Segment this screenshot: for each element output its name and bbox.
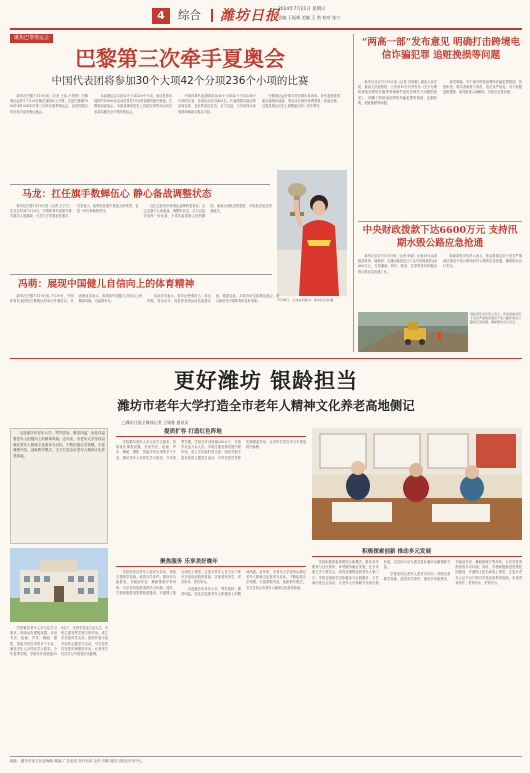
road-repair-image xyxy=(358,312,468,352)
athlete-trophy-image xyxy=(277,170,347,296)
story1-subhead: 中国代表团将参加30个大项42个分项236个小项的比赛 xyxy=(51,75,309,87)
story3-paragraph: 运动员们表示，将牢记使命担当，赛出风格、赛出水平，同世界各国运动员加强交流、增进友谊，共同办好这届奥运盛会，展示新时代中国体育的良好形象。 xyxy=(147,294,280,304)
story3-headline: 冯萌：展现中国健儿自信向上的体育精神 xyxy=(18,279,195,290)
story6-subhead: 潍坊市老年大学打造全市老年人精神文化养老高地侧记 xyxy=(117,398,415,413)
story1-paragraph: 本届奥运会共设32个大项329个小项，来自世界各地的约10500名运动员将在19天的赛期内展开角逐。巴黎奥组委表示，本届赛事将是史上首届实现男女运动员参赛名额完全平等的奥运会。 xyxy=(94,94,172,114)
story2-body xyxy=(10,204,272,270)
classroom-photo xyxy=(312,428,522,540)
edit-line: 责编 王振顿 美编 王 然 校对 张宁 xyxy=(278,15,341,20)
story2-paragraph: 新华社巴黎7月19日电（记者 王子江）在北京时间7月20日，中国体育代表团开幕式旗手人选揭晓，马龙与王昊将担任旗手。马龙表示，能够担任旗手是莫大的荣誉，也是一份沉甸甸的责任。 xyxy=(10,204,139,219)
story1-paragraph: 新华社巴黎7月19日电（记者 王浩 卢羡婷）巴黎奥运会将于7月26日晚在塞纳河上开幕，这是巴黎继1900年和1924年后第三次举办夏季奥运会，也是时隔百年后再次迎来奥运盛会。 xyxy=(10,94,88,114)
story6-section1-title: 提质扩容 打造红色阵地 xyxy=(164,429,222,435)
story2-paragraph: 这位已获得多枚奥运金牌的老将说，自己会静下心来备战，调整好状态，全力以赴完成每一场比赛，不辜负祖国和人民的期待。他表示团队氛围很好，年轻队员也在快速成长。 xyxy=(143,204,272,219)
story5-top-rule xyxy=(358,221,522,222)
story4-paragraph: 意见明确，对于境外的电信网络诈骗犯罪集团，其组织者、领导者和骨干成员，依法从严惩处。对于积极退赃退赔、取得被害人谅解的，可依法从宽处理。 xyxy=(443,80,522,95)
story6-section2-title: 聚焦服务 乐享美好晚年 xyxy=(160,559,218,565)
road-photo-caption: 财政部有关负责人表示，资金将重点用于受灾严重地区国省干线公路和农村公路的应急抢通，确保群众出行安全。 xyxy=(470,312,522,325)
section-tag: 聚焦巴黎奥运会 xyxy=(10,34,53,43)
story1-headline: 巴黎第三次牵手夏奥会 xyxy=(75,46,285,71)
masthead-rule xyxy=(10,28,522,30)
story6-left-lower-paragraph: 学校紧扣老年人多元化学习需求，持续优化课程设置，开设书法、绘画、声乐、舞蹈、摄影、智能手机应用等多个专业，满足老年人多样化学习需求。今年春季学期，学校共开设班级200余个，在校学员达万余人次。学校注重发挥党建引领作用，成立学员临时党支部，组织开展丰富多彩的主题党日活动，引导老党员发挥先锋模范作用，让老年学员在学习中感受时代脉搏。 xyxy=(10,626,108,657)
story6-section1-title-bar xyxy=(116,428,306,437)
footer-info: 地址：潍坊市奎文区北海路 邮编 广告电话 发行电话 定价 印刷 潍坊日报社印务中心 xyxy=(10,759,143,763)
story6-section3-paragraph: 学校积极探索养教结合新模式，推动老年教育与社区教育、养老服务融合发展，在全市建立多个教学点，将优质课程送到老年人家门口。学校还组织学员积极参与志愿服务、文艺演出等社会活动，让老年人在奉献中实现自我价值，以实际行动为建设更好潍坊贡献银龄力量。 xyxy=(312,560,451,585)
date-line: 2024年7月21日 星期日 xyxy=(278,7,326,12)
story6-byline: □潍坊日报全媒体记者 王瑞雅 通讯员 xyxy=(122,420,189,425)
story6-section2-paragraph: 学校坚持以老年人需求为导向，持续完善教学设施，改善办学条件，建设多功能教室、书画创作室、舞蹈排练厅等场所，为学员营造舒适的学习环境。同时，学校积极推进智慧校园建设，开通网上报名和线上课堂，让更多老年人足不出户即可享受优质教育资源，实现老有所学、老有所乐、老有所为。 xyxy=(116,570,241,595)
story4-body xyxy=(358,80,522,218)
story4-paragraph: 新华社北京7月19日电（记者 冯家顺）最高人民法院、最高人民检察院、公安部19日对外发布《关于办理跨境电信网络诈骗等刑事案件适用法律若干问题的意见》，明确了跨境电信网络诈骗犯罪的管辖、证据收集、追赃挽损等问题。 xyxy=(358,80,437,105)
story6-section3-title-bar xyxy=(312,548,522,557)
athlete-photo xyxy=(277,170,347,296)
story2-top-rule xyxy=(10,184,270,185)
story3-paragraph: 新华社巴黎7月19日电 7月19日，中国体育代表团在巴黎奥运村举行升旗仪式。代表团成员表示，将展现中国健儿自信向上的精神风貌，为祖国争光。 xyxy=(10,294,143,304)
story4-headline: “两高一部”发布意见 明确打击跨境电信诈骗犯罪 追赃挽损等问题 xyxy=(361,37,521,62)
feature-top-rule xyxy=(10,358,522,359)
story6-section2-paragraph: 走进潍坊市老年大学，琴声悠扬、墨香四溢，处处洋溢着老年人积极向上的精神风貌。近年来，市老年大学坚持以满足老年人精神文化需求为目标，不断拓展办学规模，丰富课程内容，创新教学模式，全力打造全市老年人精神文化养老高地。 xyxy=(181,570,306,596)
story3-top-rule xyxy=(10,274,272,275)
story6-section3-paragraph: 学校坚持以老年人需求为导向，持续完善教学设施，改善办学条件，建设多功能教室、书画创作室、舞蹈排练厅等场所，为学员营造舒适的学习环境。同时，学校积极推进智慧校园建设，开通网上报名和线上课堂，让更多老年人足不出户即可享受优质教育资源，实现老有所学、老有所乐、老有所为。 xyxy=(383,560,522,585)
column-divider xyxy=(353,34,354,352)
story6-section3-title: 积极探索创新 推动多元发展 xyxy=(362,549,432,555)
page-number-badge: 4 xyxy=(152,8,170,24)
photo-caption: 7月18日，马龙在训练中。新华社记者 摄 xyxy=(277,298,334,302)
story1-paragraph: 中国体育代表团将参加30个大项42个分项236个小项的比赛，参赛运动员共405名。代表团将以端正的参赛态度、良好的竞技状态，全力以赴，力争取得运动成绩和精神文明双丰收。 xyxy=(178,94,256,114)
story1-paragraph: 巴黎奥运会开幕式首次移出体育场，各代表团将乘船沿塞纳河巡游，观众可在两岸免费观看。组委会称，这将是奥运历史上规模最大的一次开幕式。 xyxy=(262,94,340,109)
footer-rule xyxy=(10,756,522,757)
building-image xyxy=(10,548,108,622)
story6-section2-body xyxy=(116,570,306,750)
story5-body xyxy=(358,254,522,310)
story6-headline: 更好潍坊 银龄担当 xyxy=(173,368,359,393)
paper-logo: 潍坊日报 xyxy=(220,8,280,24)
story6-section1-paragraph: 学校紧扣老年人多元化学习需求，持续优化课程设置，开设书法、绘画、声乐、舞蹈、摄影、智能手机应用等多个专业，满足老年人多样化学习需求。今年春季学期，学校共开设班级200余个，在校学员达万余人次。学校注重发挥党建引领作用，成立学员临时党支部，组织开展丰富多彩的主题党日活动，引导老党员发挥先锋模范作用，让老年学员在学习中感受时代脉搏。 xyxy=(116,440,306,460)
story6-section3-body xyxy=(312,560,522,750)
story6-section2-title-bar xyxy=(116,558,306,567)
story1-body xyxy=(10,94,340,179)
school-building-photo xyxy=(10,548,108,622)
story5-headline: 中央财政拨款下达6600万元 支持汛期水毁公路应急抢通 xyxy=(362,225,518,250)
story6-lead xyxy=(10,428,108,544)
story6-left-lower-body xyxy=(10,626,108,750)
story5-paragraph: 财政部有关负责人表示，资金将重点用于受灾严重地区国省干线公路和农村公路的应急抢通，确保群众出行安全。 xyxy=(443,254,522,269)
story6-section1-body xyxy=(116,440,306,552)
classroom-image xyxy=(312,428,522,540)
road-repair-photo xyxy=(358,312,468,352)
section-name: 综合 xyxy=(178,8,201,22)
story5-paragraph: 新华社北京7月19日电（记者 申铖）记者19日从财政部获悉，财政部、交通运输部近日下达中央财政资金6600万元，支持湖南、四川、陕西、甘肃等省份汛期水毁公路应急抢通工作。 xyxy=(358,254,437,274)
story6-lead-paragraph: 走进潍坊市老年大学，琴声悠扬、墨香四溢，处处洋溢着老年人积极向上的精神风貌。近年来，市老年大学坚持以满足老年人精神文化需求为目标，不断拓展办学规模，丰富课程内容，创新教学模式，全力打造全市老年人精神文化养老高地。 xyxy=(13,431,105,459)
story2-headline: 马龙：扛任旗手数蝉伍心 静心备战调整状态 xyxy=(22,189,212,200)
divider-bar xyxy=(211,9,213,22)
